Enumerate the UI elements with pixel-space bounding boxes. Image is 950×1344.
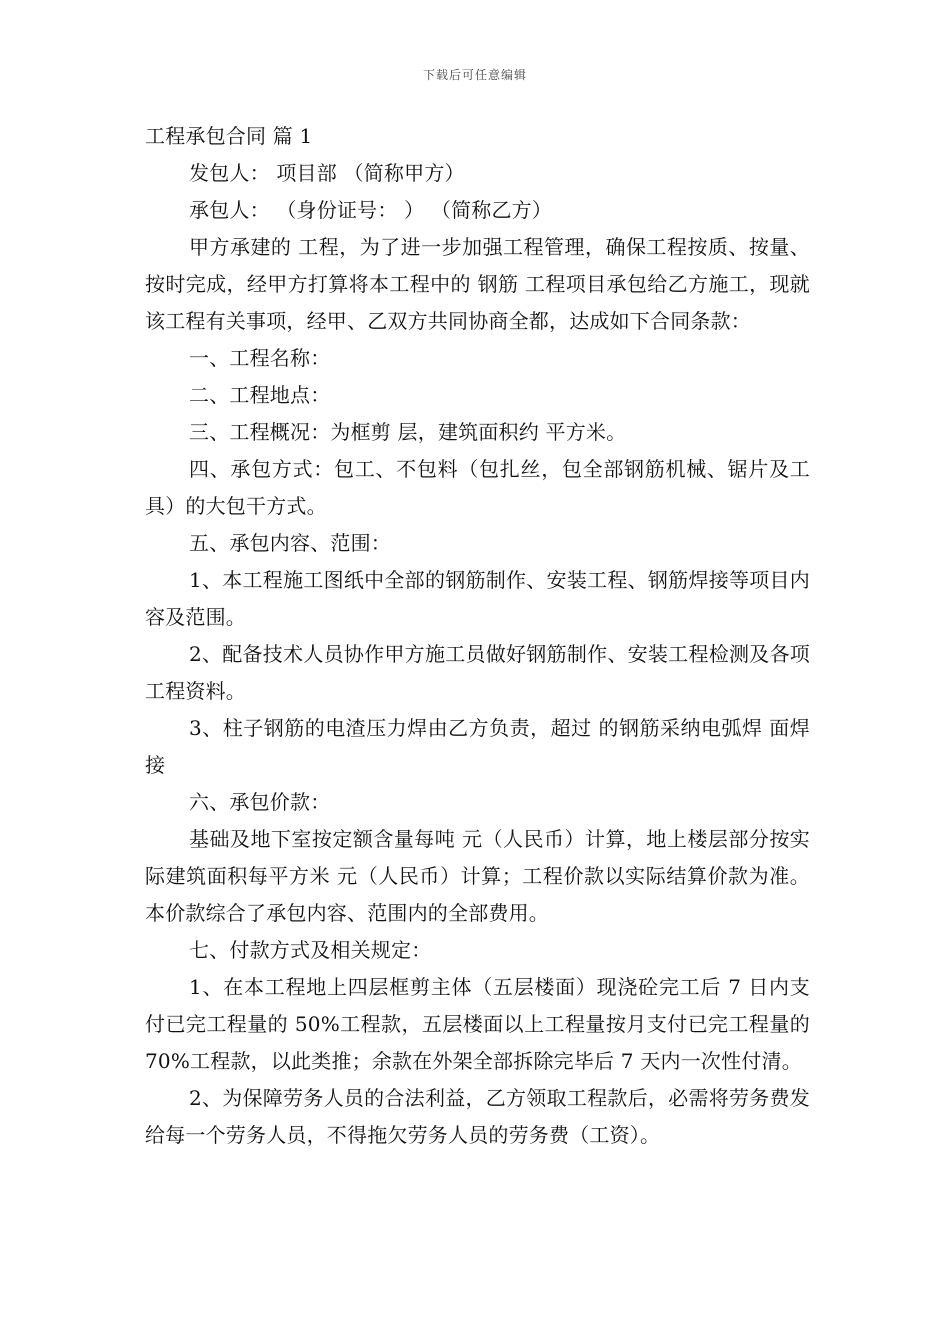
paragraph-price-detail: 基础及地下室按定额含量每吨 元（人民币）计算，地上楼层部分按实际建筑面积每平方米 元（人民币）计算；工程价款以实际结算价款为准。本价款综合了承包内容、范围内的全部费用。 <box>145 827 810 925</box>
page-header-note: 下载后可任意编辑 <box>422 68 527 82</box>
paragraph-contractor: 承包人： （身份证号： ） （简称乙方） <box>189 198 553 222</box>
paragraph-payment-item-2: 2、为保障劳务人员的合法利益，乙方领取工程款后，必需将劳务费发给每一个劳务人员，不得拖欠劳务人员的劳务费（工资）。 <box>145 1086 810 1147</box>
paragraph-project-overview: 三、工程概况：为框剪 层，建筑面积约 平方米。 <box>189 420 627 444</box>
paragraph-contract-method: 四、承包方式：包工、不包料（包扎丝，包全部钢筋机械、锯片及工具）的大包干方式。 <box>145 457 810 518</box>
paragraph-scope-item-3: 3、柱子钢筋的电渣压力焊由乙方负责，超过 的钢筋采纳电弧焊 面焊接 <box>145 716 810 777</box>
document-body <box>145 118 810 1154</box>
paragraph-scope-item-1: 1、本工程施工图纸中全部的钢筋制作、安装工程、钢筋焊接等项目内容及范围。 <box>145 568 810 629</box>
document-title: 工程承包合同 篇 1 <box>145 124 313 148</box>
paragraph-price-heading: 六、承包价款： <box>189 790 331 814</box>
paragraph-project-name: 一、工程名称： <box>189 346 331 370</box>
paragraph-scope-item-2: 2、配备技术人员协作甲方施工员做好钢筋制作、安装工程检测及各项工程资料。 <box>145 642 810 703</box>
paragraph-employer: 发包人： 项目部 （简称甲方） <box>189 161 465 185</box>
paragraph-project-location: 二、工程地点： <box>189 383 331 407</box>
paragraph-payment-item-1: 1、在本工程地上四层框剪主体（五层楼面）现浇砼完工后 7 日内支付已完工程量的 50%工程款，五层楼面以上工程量按月支付已完工程量的 70%工程款，以此类推；余款在外架全部拆除完毕后 7 天内一次性付清。 <box>145 975 810 1073</box>
paragraph-payment-heading: 七、付款方式及相关规定： <box>189 938 432 962</box>
paragraph-scope-heading: 五、承包内容、范围： <box>189 531 391 555</box>
paragraph-intro: 甲方承建的 工程，为了进一步加强工程管理，确保工程按质、按量、按时完成，经甲方打算将本工程中的 钢筋 工程项目承包给乙方施工，现就该工程有关事项，经甲、乙双方共同协商全都，达成如下合同条款： <box>145 235 810 333</box>
